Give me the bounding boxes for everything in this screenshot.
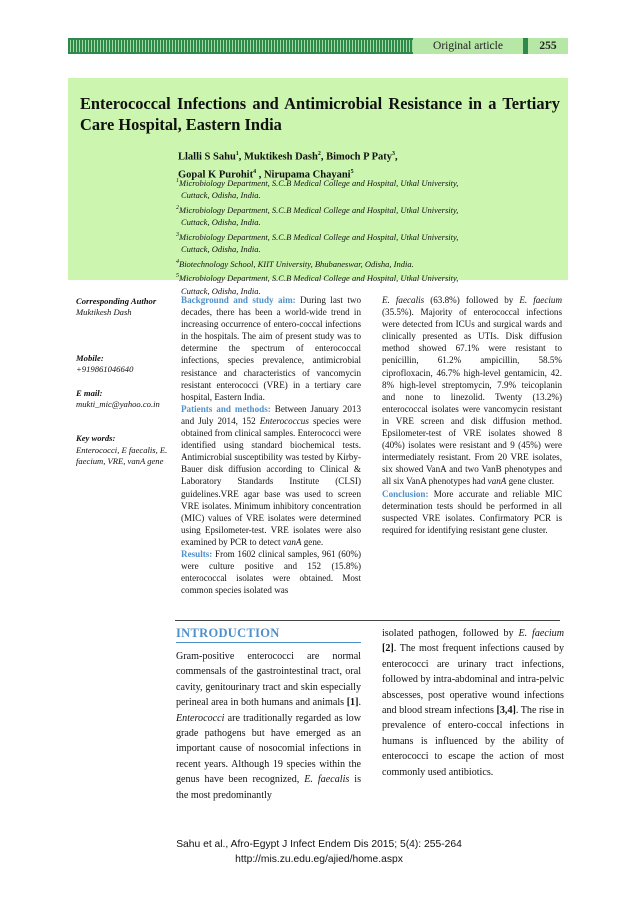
results-italic: E. faecalis [382, 295, 425, 305]
author-name: Llalli S Sahu [178, 151, 236, 163]
author-sup: 1 [235, 151, 239, 157]
intro-text: . The rise in prevalence of entero-coccal infections in humans is influenced by the ability of enterococci to escape the action of most commonly used antibiotics. [382, 705, 564, 778]
footer-url[interactable]: http://mis.zu.edu.eg/ajied/home.aspx [235, 854, 403, 865]
affiliations [176, 175, 568, 297]
aff-sup: 4 [176, 259, 179, 266]
intro-text: Gram-positive enterococci are normal commensals of the gastrointestinal tract, oral cavity, genitourinary tract and skin especially perineal area in both humans and animals [176, 651, 361, 709]
introduction-heading: INTRODUCTION [176, 626, 280, 640]
intro-text: . [358, 697, 361, 709]
methods-text: Between January 2013 and July 2014, 152 [181, 403, 361, 426]
email-value: mukti_mic@yahoo.co.in [76, 399, 160, 410]
intro-italic: E. faecalis [304, 774, 350, 786]
aff-line: Cuttack, Odisha, India. [181, 285, 261, 296]
spacer [76, 376, 172, 388]
results-text: gene cluster. [506, 476, 555, 487]
citation-ref: [1] [346, 697, 359, 709]
methods-italic: Enterococcus [259, 415, 309, 426]
results-text: (63.8%) followed by [424, 295, 520, 305]
aff-sup: 1 [176, 178, 179, 184]
author-sup: 4 [253, 168, 257, 175]
abstract-column-2 [382, 294, 562, 536]
intro-italic: Enterococci [176, 712, 225, 724]
affiliation-2 [176, 202, 568, 229]
results-italic: vanA [487, 476, 507, 487]
author-info-sidebar [76, 296, 172, 468]
introduction-column-1 [176, 649, 361, 803]
methods-italic: vanA [282, 536, 302, 547]
author-name: , Bimoch P Paty [320, 151, 393, 163]
affiliation-1 [176, 175, 568, 202]
spacer [76, 319, 172, 353]
mobile-label: Mobile: [76, 352, 104, 363]
aff-line: Biotechnology School, KIIT University, Bhubaneswar, Odisha, India. [179, 258, 414, 269]
author-name: , Muktikesh Dash [238, 151, 318, 163]
author-sup: 2 [317, 151, 321, 157]
section-divider [175, 620, 560, 621]
keywords-value: Enterococci, E faecalis, E. faecium, VRE, vanA gene [76, 444, 168, 467]
affiliation-4 [176, 256, 568, 270]
email-label: E mail: [76, 387, 103, 398]
author-line-1 [178, 147, 568, 165]
aff-line: Microbiology Department, S.C.B Medical College and Hospital, Utkal University, [179, 231, 459, 242]
intro-text: is the most predominantly [176, 774, 361, 801]
aff-line: Cuttack, Odisha, India. [181, 190, 261, 201]
aff-line: Microbiology Department, S.C.B Medical College and Hospital, Utkal University, [179, 273, 459, 284]
citation-ref: [3,4] [496, 705, 516, 717]
keywords-label: Key words: [76, 433, 116, 444]
background-text: During last two decades, there has been a world-wide trend in increasing occurrence of entero-coccal infections in the hospitals. The aim of present study was to determine the spectrum of enterococcal infections, species prevalence, antimicrobial resistance and characteristics of vancomycin resistant enterococci (VRE) in a tertiary care hospital, Eastern India. [181, 295, 361, 402]
intro-text: . The most frequent infections caused by enterococci are urinary tract infections, followed by intra-abdominal and intra-pelvic abscesses, post operative wound infections and blood stream infections [382, 643, 564, 717]
aff-line: Microbiology Department, S.C.B Medical College and Hospital, Utkal University, [179, 204, 459, 215]
results-text: (35.5%). Majority of enterococcal infections were detected from ICUs and surgical wards and clinically presented as UTIs. Disk diffusion method showed 67.1% were resistant to penicillin, 61.2% ampicillin, 58.5% ciprofloxacin, 46.7% high-level gentamicin, 42. 8% high-level streptomycin, 7.9% teicoplanin and none to linezolid. Twenty (13.2%) enterococcal isolates were vancomycin resistant in VRE screen and disk diffusion method. Epsilometer-test of VRE isolates showed 8 (40%) isolates were resistant and 9 (45%) were intermediately resistant. From 20 VRE isolates, six showed VanA and two VanB phenotypes and all six VanA phenotypes had [382, 307, 562, 487]
author-name: , Nirupama Chayani [256, 169, 351, 180]
intro-text: are traditionally regarded as low grade pathogens but have emerged as an important cause of nosocomial infections in recent years. Although 19 species within the genus have been recognized, [176, 712, 361, 786]
section-label: Original article [413, 38, 523, 54]
results-heading: Results: [181, 548, 213, 559]
introduction-underline [176, 642, 361, 643]
mobile-value: +919861046640 [76, 364, 134, 375]
intro-text: isolated pathogen, followed by [382, 628, 519, 639]
author-name: Gopal K Purohit [178, 169, 254, 180]
citation-ref: [2] [382, 643, 394, 655]
introduction-column-2 [382, 626, 564, 780]
results-text: From 1602 clinical samples, 961 (60%) were culture positive and 152 (15.8%) enterococcal isolates were obtained. Most common species isolated was [181, 548, 361, 596]
aff-line: Microbiology Department, S.C.B Medical College and Hospital, Utkal University, [179, 177, 459, 188]
author-name: , [395, 151, 398, 163]
author-sup: 3 [392, 151, 396, 157]
aff-sup: 2 [176, 205, 179, 212]
methods-text: gene. [301, 536, 324, 547]
results-italic: E. faecium [519, 295, 563, 305]
spacer [76, 410, 172, 433]
abstract-column-1 [181, 294, 361, 596]
author-sup: 5 [350, 168, 354, 175]
intro-italic: E. faecium [518, 628, 564, 639]
corresponding-author-label: Corresponding Author [76, 296, 157, 306]
aff-line: Cuttack, Odisha, India. [181, 244, 261, 255]
aff-sup: 5 [176, 273, 179, 280]
methods-text: species were obtained from clinical samples. Enterococci were identified using standard biochemical tests. Antimicrobial susceptibility was tested by Kirby-Bauer disk diffusion according to Clinical & Laboratory Standards Institute (CLSI) guidelines.VRE agar base was used to screen VRE isolates. Minimum inhibitory concentration (MIC) values of VRE isolates were determined using Epsilometer-test. VRE isolates were also examined by PCR to detect [181, 415, 361, 547]
corresponding-author-name: Muktikesh Dash [76, 307, 132, 318]
aff-line: Cuttack, Odisha, India. [181, 217, 261, 228]
methods-heading: Patients and methods: [181, 403, 271, 414]
conclusion-text: More accurate and reliable MIC determination tests should be performed in all suspected VRE isolates. Confirmatory PCR is required for identifying resistant gene cluster. [382, 488, 562, 535]
page-number: 255 [528, 38, 568, 54]
article-title: Enterococcal Infections and Antimicrobial Resistance in a Tertiary Care Hospital, Eastern India [80, 94, 560, 134]
affiliation-3 [176, 229, 568, 256]
footer-citation: Sahu et al., Afro-Egypt J Infect Endem Dis 2015; 5(4): 255-264 [176, 839, 462, 850]
header-stripe-pattern [68, 40, 413, 52]
conclusion-heading: Conclusion: [382, 488, 429, 499]
background-heading: Background and study aim: [181, 295, 296, 305]
aff-sup: 3 [176, 232, 179, 239]
